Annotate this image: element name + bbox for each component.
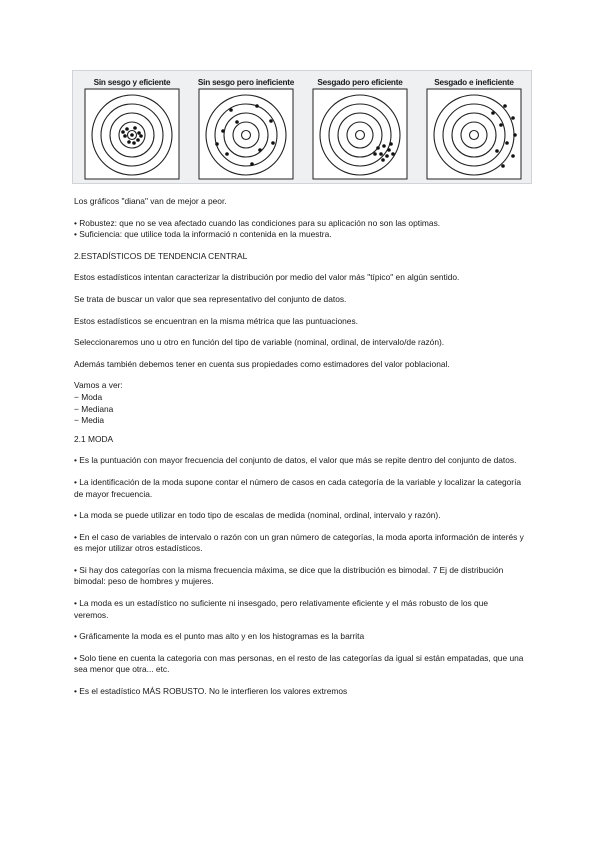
paragraph: Estos estadísticos se encuentran en la misma métrica que las puntuaciones. [74, 315, 358, 326]
bullet-paragraph: • La moda es un estadístico no suficiente ni insesgado, pero relativamente eficiente y el más robusto de los que veremos. [74, 598, 489, 620]
list-item: − Moda [74, 391, 103, 402]
target-diagram [197, 88, 295, 180]
section-heading: 2.ESTADÍSTICOS DE TENDENCIA CENTRAL [74, 250, 248, 261]
bullet-paragraph: • La identificación de la moda supone contar el número de casos en cada categoría de la variable y localizar la categoría de mayor frecuencia. [74, 476, 522, 499]
paragraph: Seleccionaremos uno u otro en función del tipo de variable (nominal, ordinal, de intervalo/de razón). [74, 337, 445, 348]
bullet-paragraph: • La moda se puede utilizar en todo tipo de escalas de medida (nominal, ordinal, intervalo y razón). [74, 510, 441, 521]
list-item: − Mediana [74, 403, 114, 414]
paragraph: Además también debemos tener en cuenta sus propiedades como estimadores del valor poblacional. [74, 358, 450, 369]
paragraph: • Robustez: que no se vea afectado cuando las condiciones para su aplicación no son las optimas. [74, 217, 441, 228]
paragraph: Los gráficos "diana" van de mejor a peor. [74, 196, 227, 206]
panel-title: Sin sesgo y eficiente [93, 78, 171, 87]
target-diagram [425, 88, 523, 180]
target-diagrams-figure [72, 70, 532, 184]
bullet-paragraph: • Gráficamente la moda es el punto mas alto y en los histogramas es la barrita [74, 631, 365, 642]
paragraph: Se trata de buscar un valor que sea representativo del conjunto de datos. [74, 293, 347, 304]
target-diagram [83, 88, 181, 180]
paragraph: • Suficiencia: que utilice toda la informació n contenida en la muestra. [74, 229, 332, 240]
target-diagram [311, 88, 409, 180]
bullet-paragraph: • Es el estadístico MÁS ROBUSTO. No le interfieren los valores extremos [74, 686, 348, 697]
section-heading: 2.1 MODA [74, 433, 114, 444]
panel-title: Sesgado pero eficiente [317, 78, 403, 87]
panel-title: Sesgado e ineficiente [434, 78, 514, 87]
bullet-paragraph: • Solo tiene en cuenta la categoria con mas personas, en el resto de las categorías da igual si están empatadas, que una sea menor que otra... etc. [74, 652, 524, 675]
panel-unbiased-inefficient [193, 75, 299, 179]
list-item: − Media [74, 415, 105, 426]
list-intro: Vamos a ver: [74, 380, 123, 391]
bullet-paragraph: • Es la puntuación con mayor frecuencia del conjunto de datos, el valor que más se repite dentro del conjunto de datos. [74, 455, 517, 466]
panel-biased-inefficient [421, 75, 527, 179]
bullet-paragraph: • Si hay dos categorías con la misma frecuencia máxima, se dice que la distribución es bimodal. 7 Ej de distribución bimodal: peso de hombres y mujeres. [74, 564, 504, 587]
document-body [74, 196, 524, 698]
panel-biased-efficient [307, 75, 413, 179]
panel-unbiased-efficient [79, 75, 185, 179]
panel-title: Sin sesgo pero ineficiente [197, 78, 295, 87]
bullet-paragraph: • En el caso de variables de intervalo o razón con un gran número de categorías, la moda aporta información de interés y es mejor utilizar otros estadísticos. [74, 531, 524, 554]
paragraph: Estos estadísticos intentan caracterizar la distribución por medio del valor más "típico" en algún sentido. [74, 272, 460, 283]
